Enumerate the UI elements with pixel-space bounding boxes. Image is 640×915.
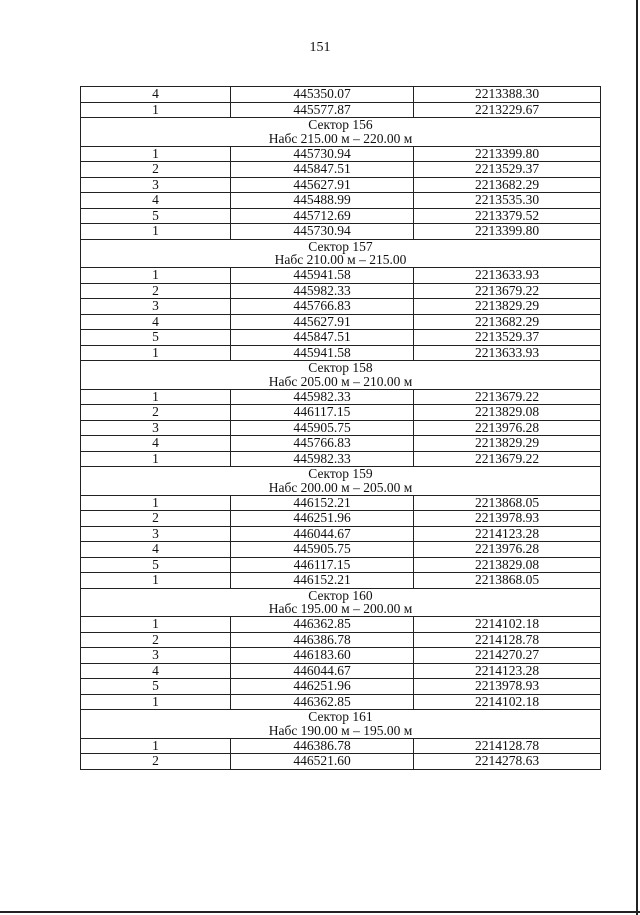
- sector-height-range: Набс 195.00 м – 200.00 м: [268, 601, 413, 617]
- table-row: [81, 389, 601, 405]
- sector-header: [81, 467, 601, 496]
- y-coordinate-cell: 2214128.78: [414, 632, 601, 648]
- x-coordinate-cell: 445982.33: [231, 389, 414, 405]
- x-coordinate-cell: 446152.21: [231, 495, 414, 511]
- y-coordinate-cell: 2213399.80: [414, 224, 601, 240]
- table-row: [81, 314, 601, 330]
- point-number-cell: 1: [81, 738, 231, 754]
- x-coordinate-cell: 446183.60: [231, 648, 414, 664]
- point-number-cell: 5: [81, 679, 231, 695]
- y-coordinate-cell: 2213868.05: [414, 495, 601, 511]
- x-coordinate-cell: 446362.85: [231, 617, 414, 633]
- y-coordinate-cell: 2213633.93: [414, 268, 601, 284]
- point-number-cell: 5: [81, 330, 231, 346]
- y-coordinate-cell: 2213829.29: [414, 436, 601, 452]
- x-coordinate-cell: 445905.75: [231, 542, 414, 558]
- x-coordinate-cell: 445627.91: [231, 314, 414, 330]
- x-coordinate-cell: 445766.83: [231, 436, 414, 452]
- point-number-cell: 1: [81, 224, 231, 240]
- x-coordinate-cell: 446117.15: [231, 405, 414, 421]
- x-coordinate-cell: 446521.60: [231, 754, 414, 770]
- table-row: [81, 345, 601, 361]
- coordinates-table-body: [81, 87, 601, 770]
- x-coordinate-cell: 446044.67: [231, 663, 414, 679]
- x-coordinate-cell: 446386.78: [231, 632, 414, 648]
- y-coordinate-cell: 2213868.05: [414, 573, 601, 589]
- y-coordinate-cell: 2213679.22: [414, 389, 601, 405]
- point-number-cell: 4: [81, 314, 231, 330]
- table-row: [81, 632, 601, 648]
- sector-header: [81, 239, 601, 268]
- table-row: [81, 283, 601, 299]
- point-number-cell: 1: [81, 389, 231, 405]
- x-coordinate-cell: 446044.67: [231, 526, 414, 542]
- table-row: [81, 542, 601, 558]
- table-row: [81, 436, 601, 452]
- point-number-cell: 2: [81, 754, 231, 770]
- y-coordinate-cell: 2214102.18: [414, 617, 601, 633]
- y-coordinate-cell: 2214102.18: [414, 694, 601, 710]
- y-coordinate-cell: 2213682.29: [414, 177, 601, 193]
- x-coordinate-cell: 445847.51: [231, 162, 414, 178]
- sector-height-range: Набс 190.00 м – 195.00 м: [268, 722, 413, 738]
- point-number-cell: 3: [81, 299, 231, 315]
- y-coordinate-cell: 2214123.28: [414, 526, 601, 542]
- table-row: [81, 268, 601, 284]
- y-coordinate-cell: 2213535.30: [414, 193, 601, 209]
- y-coordinate-cell: 2213829.08: [414, 557, 601, 573]
- table-row: [81, 405, 601, 421]
- x-coordinate-cell: 446117.15: [231, 557, 414, 573]
- point-number-cell: 2: [81, 283, 231, 299]
- sector-header-row: [81, 710, 601, 739]
- y-coordinate-cell: 2213529.37: [414, 330, 601, 346]
- y-coordinate-cell: 2213978.93: [414, 511, 601, 527]
- point-number-cell: 1: [81, 495, 231, 511]
- y-coordinate-cell: 2213978.93: [414, 679, 601, 695]
- point-number-cell: 3: [81, 420, 231, 436]
- x-coordinate-cell: 446251.96: [231, 679, 414, 695]
- x-coordinate-cell: 446152.21: [231, 573, 414, 589]
- x-coordinate-cell: 445982.33: [231, 451, 414, 467]
- y-coordinate-cell: 2214278.63: [414, 754, 601, 770]
- sector-title: Сектор 157: [308, 238, 373, 254]
- y-coordinate-cell: 2213829.29: [414, 299, 601, 315]
- sector-height-range: Набс 205.00 м – 210.00 м: [268, 373, 413, 389]
- point-number-cell: 4: [81, 436, 231, 452]
- x-coordinate-cell: 445350.07: [231, 87, 414, 103]
- point-number-cell: 3: [81, 177, 231, 193]
- point-number-cell: 3: [81, 526, 231, 542]
- table-row: [81, 208, 601, 224]
- coordinates-table: [80, 86, 601, 770]
- x-coordinate-cell: 445982.33: [231, 283, 414, 299]
- point-number-cell: 2: [81, 405, 231, 421]
- page-edge-right: [636, 0, 638, 915]
- y-coordinate-cell: 2214123.28: [414, 663, 601, 679]
- point-number-cell: 4: [81, 87, 231, 103]
- table-row: [81, 694, 601, 710]
- point-number-cell: 1: [81, 694, 231, 710]
- table-row: [81, 738, 601, 754]
- table-row: [81, 511, 601, 527]
- table-row: [81, 146, 601, 162]
- x-coordinate-cell: 445847.51: [231, 330, 414, 346]
- sector-header-row: [81, 588, 601, 617]
- point-number-cell: 4: [81, 193, 231, 209]
- table-row: [81, 330, 601, 346]
- sector-header-row: [81, 361, 601, 390]
- table-row: [81, 177, 601, 193]
- point-number-cell: 1: [81, 102, 231, 118]
- y-coordinate-cell: 2214128.78: [414, 738, 601, 754]
- x-coordinate-cell: 445577.87: [231, 102, 414, 118]
- point-number-cell: 2: [81, 162, 231, 178]
- sector-height-range: Набс 200.00 м – 205.00 м: [268, 479, 413, 495]
- x-coordinate-cell: 446251.96: [231, 511, 414, 527]
- sector-header: [81, 710, 601, 739]
- y-coordinate-cell: 2213679.22: [414, 283, 601, 299]
- sector-height-range: Набс 215.00 м – 220.00 м: [268, 130, 413, 146]
- y-coordinate-cell: 2213229.67: [414, 102, 601, 118]
- sector-header: [81, 588, 601, 617]
- table-row: [81, 420, 601, 436]
- point-number-cell: 5: [81, 208, 231, 224]
- sector-height-range: Набс 210.00 м – 215.00: [274, 252, 407, 268]
- point-number-cell: 4: [81, 542, 231, 558]
- point-number-cell: 1: [81, 345, 231, 361]
- y-coordinate-cell: 2214270.27: [414, 648, 601, 664]
- point-number-cell: 4: [81, 663, 231, 679]
- x-coordinate-cell: 445941.58: [231, 345, 414, 361]
- page-edge-bottom: [0, 911, 640, 913]
- sector-header-row: [81, 467, 601, 496]
- x-coordinate-cell: 446362.85: [231, 694, 414, 710]
- x-coordinate-cell: 445905.75: [231, 420, 414, 436]
- table-row: [81, 573, 601, 589]
- y-coordinate-cell: 2213633.93: [414, 345, 601, 361]
- point-number-cell: 1: [81, 573, 231, 589]
- point-number-cell: 1: [81, 451, 231, 467]
- y-coordinate-cell: 2213976.28: [414, 420, 601, 436]
- sector-header-row: [81, 239, 601, 268]
- sector-title: Сектор 159: [308, 466, 373, 482]
- point-number-cell: 5: [81, 557, 231, 573]
- page-number: 151: [309, 40, 331, 55]
- table-row: [81, 526, 601, 542]
- table-row: [81, 617, 601, 633]
- sector-title: Сектор 161: [308, 709, 373, 725]
- sector-header: [81, 118, 601, 147]
- sector-title: Сектор 160: [308, 587, 373, 603]
- y-coordinate-cell: 2213529.37: [414, 162, 601, 178]
- sector-header: [81, 361, 601, 390]
- x-coordinate-cell: 445488.99: [231, 193, 414, 209]
- table-row: [81, 193, 601, 209]
- y-coordinate-cell: 2213976.28: [414, 542, 601, 558]
- y-coordinate-cell: 2213388.30: [414, 87, 601, 103]
- table-row: [81, 87, 601, 103]
- table-row: [81, 754, 601, 770]
- table-row: [81, 299, 601, 315]
- sector-title: Сектор 156: [308, 117, 373, 133]
- table-row: [81, 679, 601, 695]
- sector-title: Сектор 158: [308, 360, 373, 376]
- table-row: [81, 451, 601, 467]
- y-coordinate-cell: 2213679.22: [414, 451, 601, 467]
- point-number-cell: 2: [81, 632, 231, 648]
- x-coordinate-cell: 445627.91: [231, 177, 414, 193]
- point-number-cell: 1: [81, 146, 231, 162]
- sector-header-row: [81, 118, 601, 147]
- point-number-cell: 3: [81, 648, 231, 664]
- y-coordinate-cell: 2213399.80: [414, 146, 601, 162]
- x-coordinate-cell: 445941.58: [231, 268, 414, 284]
- table-row: [81, 648, 601, 664]
- table-row: [81, 224, 601, 240]
- table-row: [81, 102, 601, 118]
- table-row: [81, 162, 601, 178]
- point-number-cell: 1: [81, 268, 231, 284]
- y-coordinate-cell: 2213682.29: [414, 314, 601, 330]
- table-row: [81, 663, 601, 679]
- x-coordinate-cell: 445766.83: [231, 299, 414, 315]
- point-number-cell: 1: [81, 617, 231, 633]
- table-row: [81, 557, 601, 573]
- y-coordinate-cell: 2213829.08: [414, 405, 601, 421]
- table-row: [81, 495, 601, 511]
- x-coordinate-cell: 445730.94: [231, 146, 414, 162]
- point-number-cell: 2: [81, 511, 231, 527]
- x-coordinate-cell: 446386.78: [231, 738, 414, 754]
- y-coordinate-cell: 2213379.52: [414, 208, 601, 224]
- x-coordinate-cell: 445712.69: [231, 208, 414, 224]
- x-coordinate-cell: 445730.94: [231, 224, 414, 240]
